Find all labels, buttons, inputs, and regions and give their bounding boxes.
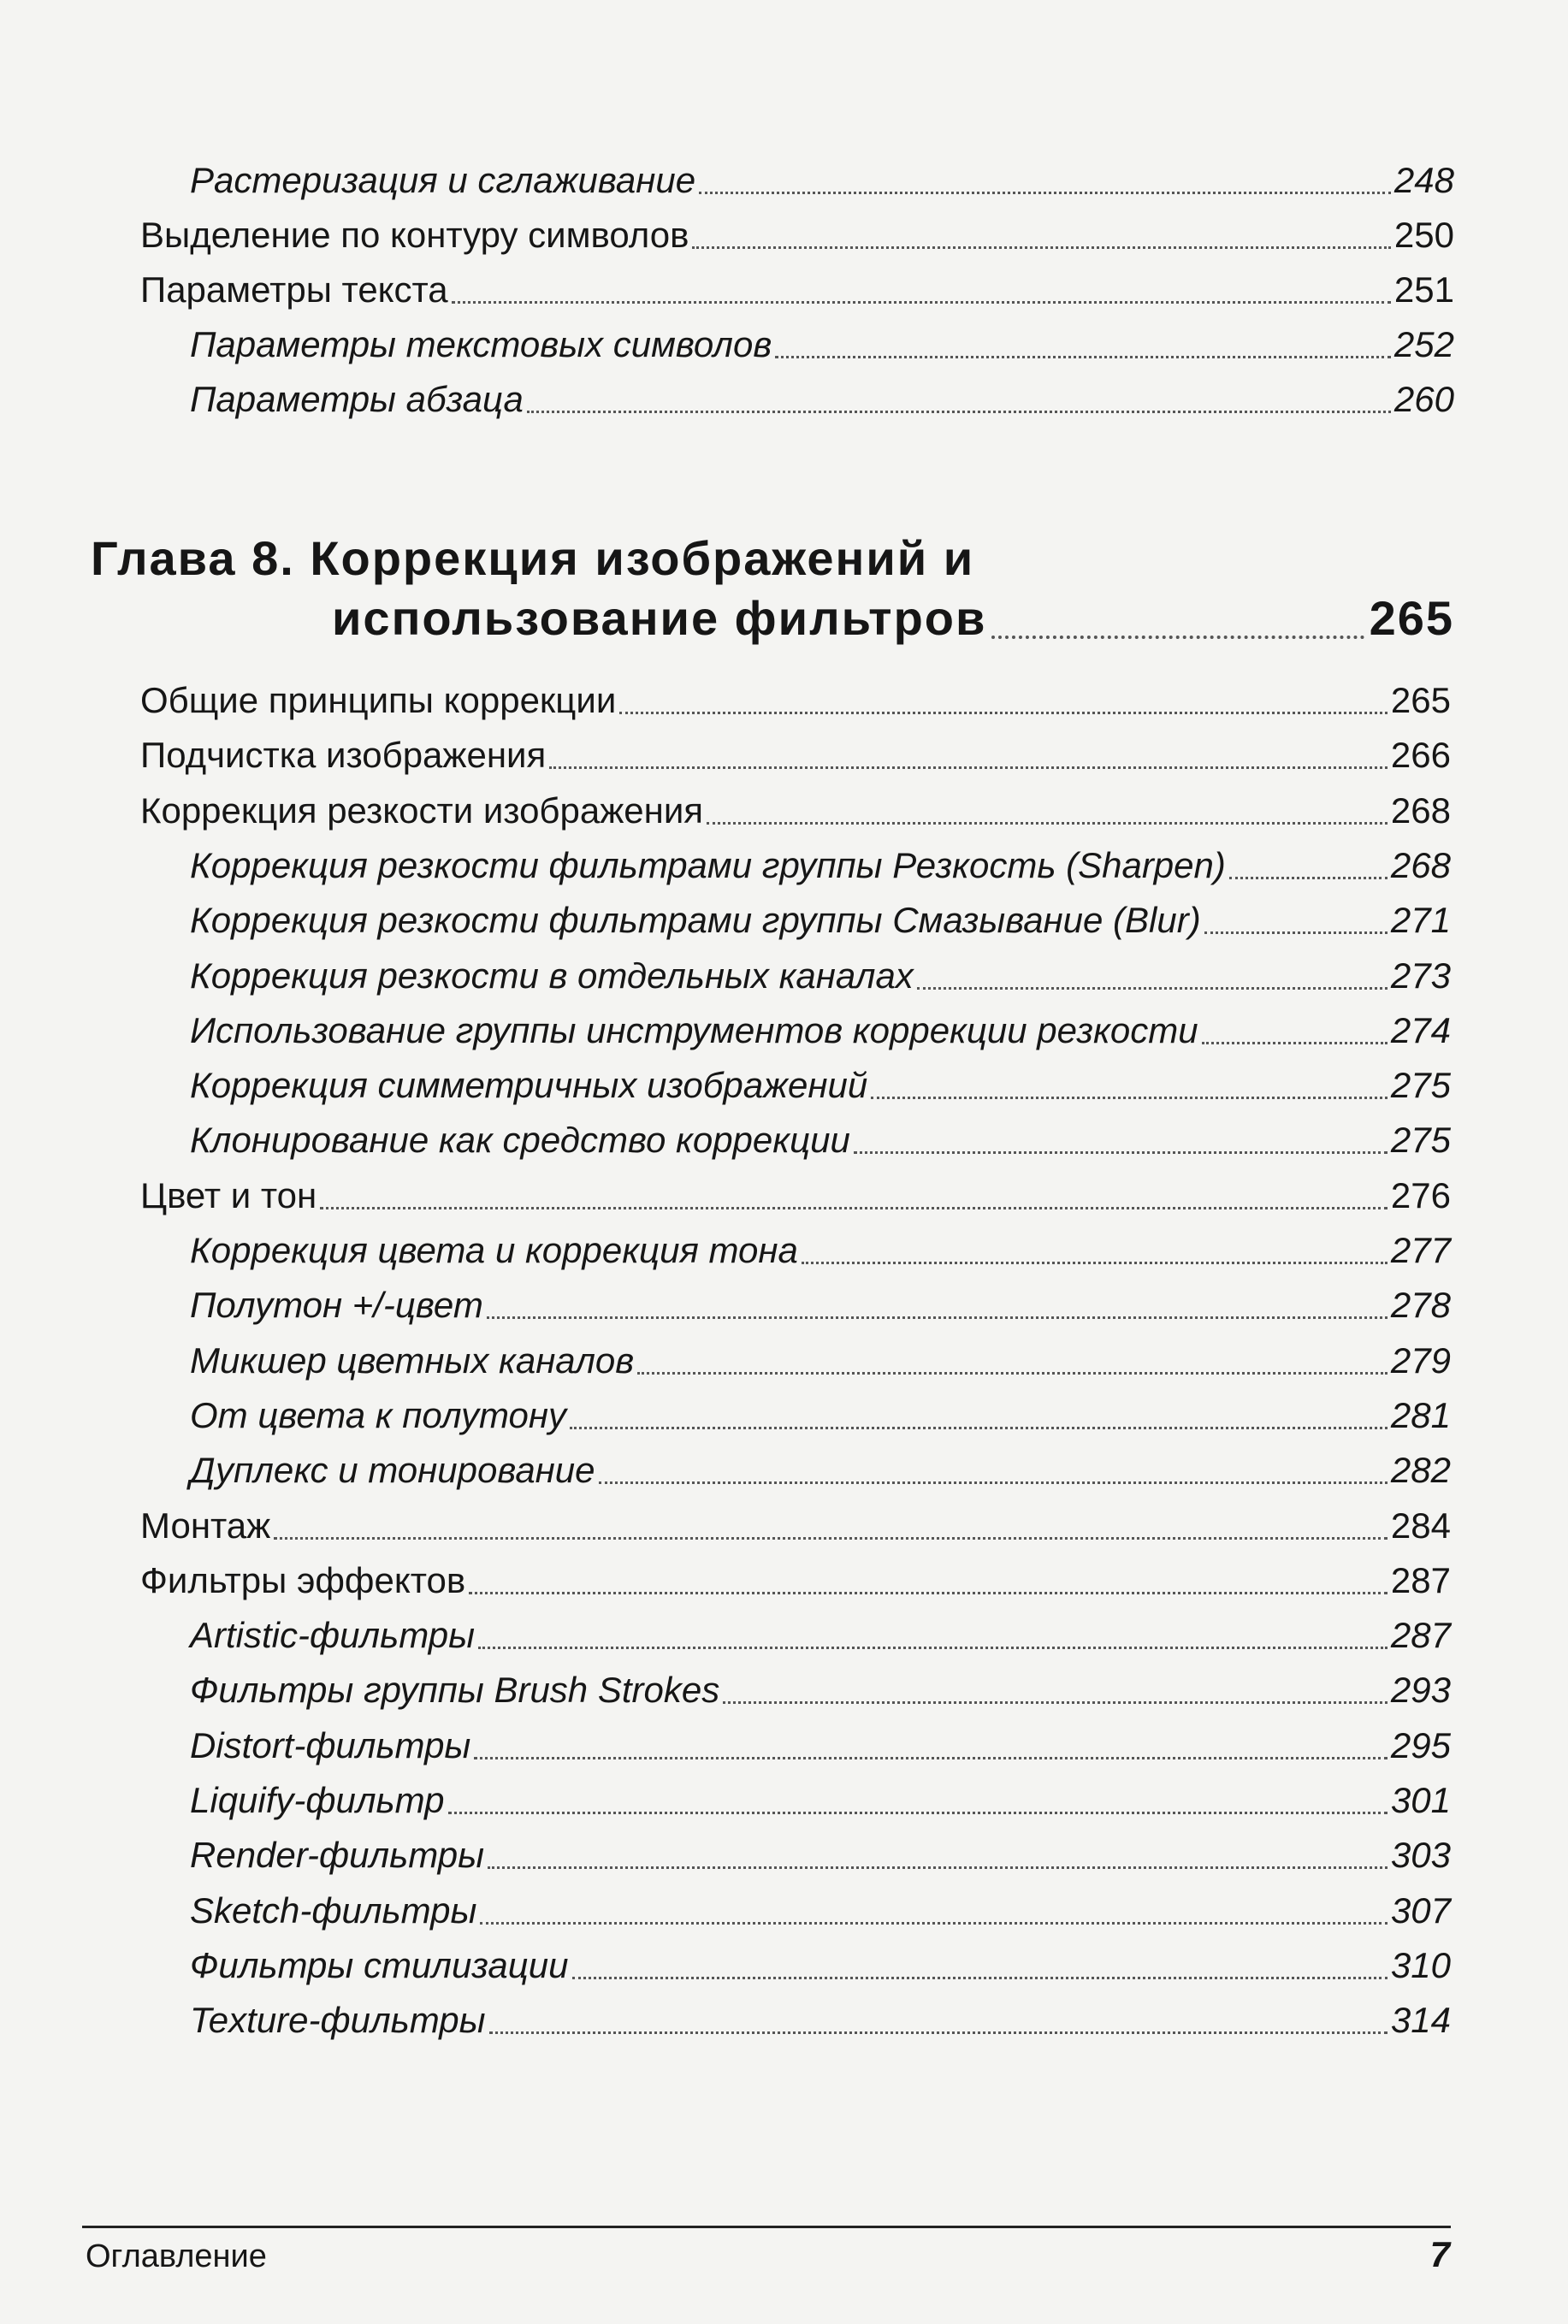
toc-entry-page: 260 [1393,379,1454,419]
leader-dots [487,1316,1388,1319]
toc-entry [140,217,1454,253]
toc-entry [190,902,1451,938]
toc-entry-page: 275 [1390,1065,1451,1105]
toc-entry-title: Выделение по контуру символов [140,215,689,255]
toc-entry-page: 277 [1390,1230,1451,1270]
toc-entry-title: Дуплекс и тонирование [190,1450,595,1490]
leader-dots [572,1977,1388,1979]
chapter-heading-line1: Глава 8. Коррекция изображений и [91,531,975,585]
leader-dots [619,712,1388,714]
toc-entry-page: 279 [1390,1340,1451,1381]
toc-entry-title: Монтаж [140,1505,271,1546]
leader-dots [480,1922,1388,1925]
leader-dots [775,356,1391,358]
toc-entry [190,1617,1451,1653]
toc-entry-title: Sketch-фильтры [190,1890,477,1931]
leader-dots [274,1537,1388,1540]
toc-entry-title: Фильтры стилизации [190,1945,569,1985]
toc-entry [190,1340,1451,1381]
toc-entry [190,1837,1451,1873]
toc-entry-page: 250 [1393,215,1454,255]
toc-entry-page: 268 [1390,790,1451,831]
toc-entry-page: 303 [1390,1835,1451,1875]
toc-entry-title: Texture-фильтры [190,2000,486,2040]
toc-entry [190,160,1454,200]
toc-entry-page: 295 [1390,1725,1451,1765]
toc-entry [190,955,1451,996]
toc-entry-title: Liquify-фильтр [190,1780,445,1820]
toc-entry [140,680,1451,720]
toc-entry-page: 265 [1390,680,1451,720]
toc-entry-page: 293 [1390,1670,1451,1710]
toc-entry-page: 301 [1390,1780,1451,1820]
chapter-heading-title: использование фильтров [332,591,987,645]
toc-entry-page: 273 [1390,955,1451,996]
toc-entry [190,381,1454,417]
toc-entry [190,845,1451,885]
leader-dots [474,1757,1388,1759]
toc-entry-title: Цвет и тон [140,1175,317,1215]
toc-entry [190,1010,1451,1050]
leader-dots [637,1372,1388,1375]
toc-entry [190,1067,1451,1103]
toc-entry-page: 287 [1390,1560,1451,1600]
toc-entry-page: 287 [1390,1615,1451,1655]
toc-entry-title: Коррекция резкости в отдельных каналах [190,955,914,996]
footer-rule [82,2226,1451,2228]
toc-entry [190,324,1454,364]
leader-dots [699,192,1391,194]
leader-dots [320,1207,1388,1209]
toc-entry [190,1452,1451,1488]
toc-entry [140,1175,1451,1215]
toc-entry [190,1287,1451,1323]
toc-entry [140,1505,1451,1546]
footer-section-title: Оглавление [86,2238,267,2274]
leader-dots [871,1097,1388,1099]
leader-dots [570,1427,1388,1429]
leader-dots [549,766,1388,769]
toc-entry-page: 252 [1393,324,1454,364]
toc-entry-page: 282 [1390,1450,1451,1490]
leader-dots [802,1262,1388,1264]
leader-dots [448,1812,1388,1814]
chapter-heading-line2 [332,590,1454,646]
leader-dots [527,411,1391,413]
toc-entry-title: Параметры текста [140,269,448,310]
toc-entry [190,1890,1451,1931]
toc-entry-page: 274 [1390,1010,1451,1050]
toc-entry [190,1945,1451,1985]
toc-entry [190,1672,1451,1708]
toc-entry-title: Коррекция цвета и коррекция тона [190,1230,798,1270]
leader-dots [917,987,1388,990]
toc-entry-title: Микшер цветных каналов [190,1340,635,1381]
toc-entry-title: Параметры абзаца [190,379,524,419]
toc-entry-page: 266 [1390,735,1451,775]
leader-dots [991,636,1364,639]
toc-entry-page: 284 [1390,1505,1451,1546]
leader-dots [469,1592,1388,1594]
leader-dots [452,301,1391,304]
toc-entry-page: 275 [1390,1120,1451,1160]
toc-entry-page: 281 [1390,1395,1451,1435]
toc-entry [190,1780,1451,1820]
toc-entry [140,737,1451,773]
chapter-page: 265 [1369,591,1454,645]
leader-dots [707,822,1388,825]
toc-entry-title: Distort-фильтры [190,1725,471,1765]
toc-entry [190,1122,1451,1158]
toc-entry [190,1395,1451,1435]
toc-entry [190,1230,1451,1270]
leader-dots [1202,1042,1388,1044]
toc-entry-title: Растеризация и сглаживание [190,160,696,200]
toc-entry-title: Параметры текстовых символов [190,324,772,364]
toc-entry-page: 307 [1390,1890,1451,1931]
toc-entry-title: Коррекция резкости фильтрами группы Смазывание (Blur) [190,900,1201,940]
toc-entry-page: 271 [1390,900,1451,940]
footer-page-number: 7 [1429,2234,1450,2274]
toc-entry [140,790,1451,831]
toc-entry-page: 268 [1390,845,1451,885]
leader-dots [489,2031,1388,2034]
toc-entry-page: 251 [1393,269,1454,310]
toc-entry-title: Коррекция резкости изображения [140,790,704,831]
leader-dots [1204,931,1388,934]
toc-entry [190,1725,1451,1765]
toc-entry-title: Artistic-фильтры [190,1615,475,1655]
toc-entry-page: 276 [1390,1175,1451,1215]
leader-dots [692,246,1390,249]
toc-entry-title: Использование группы инструментов коррекции резкости [190,1010,1198,1050]
toc-entry-title: Коррекция резкости фильтрами группы Резкость (Sharpen) [190,845,1226,885]
toc-entry-title: Фильтры группы Brush Strokes [190,1670,720,1710]
leader-dots [599,1481,1388,1484]
toc-entry-title: От цвета к полутону [190,1395,567,1435]
toc-entry [140,269,1454,310]
leader-dots [478,1647,1388,1649]
toc-entry-title: Клонирование как средство коррекции [190,1120,850,1160]
toc-entry [140,1560,1451,1600]
toc-entry-page: 314 [1390,2000,1451,2040]
toc-entry-title: Полутон +/-цвет [190,1285,483,1325]
toc-entry-page: 310 [1390,1945,1451,1985]
toc-entry-title: Фильтры эффектов [140,1560,466,1600]
toc-entry-title: Подчистка изображения [140,735,547,775]
leader-dots [488,1866,1388,1869]
leader-dots [854,1151,1388,1154]
toc-entry-title: Render-фильтры [190,1835,484,1875]
toc-entry-page: 248 [1393,160,1454,200]
toc-entry-title: Коррекция симметричных изображений [190,1065,868,1105]
toc-entry [190,2002,1451,2038]
toc-entry-page: 278 [1390,1285,1451,1325]
toc-entry-title: Общие принципы коррекции [140,680,617,720]
leader-dots [1229,877,1388,879]
leader-dots [723,1701,1388,1704]
